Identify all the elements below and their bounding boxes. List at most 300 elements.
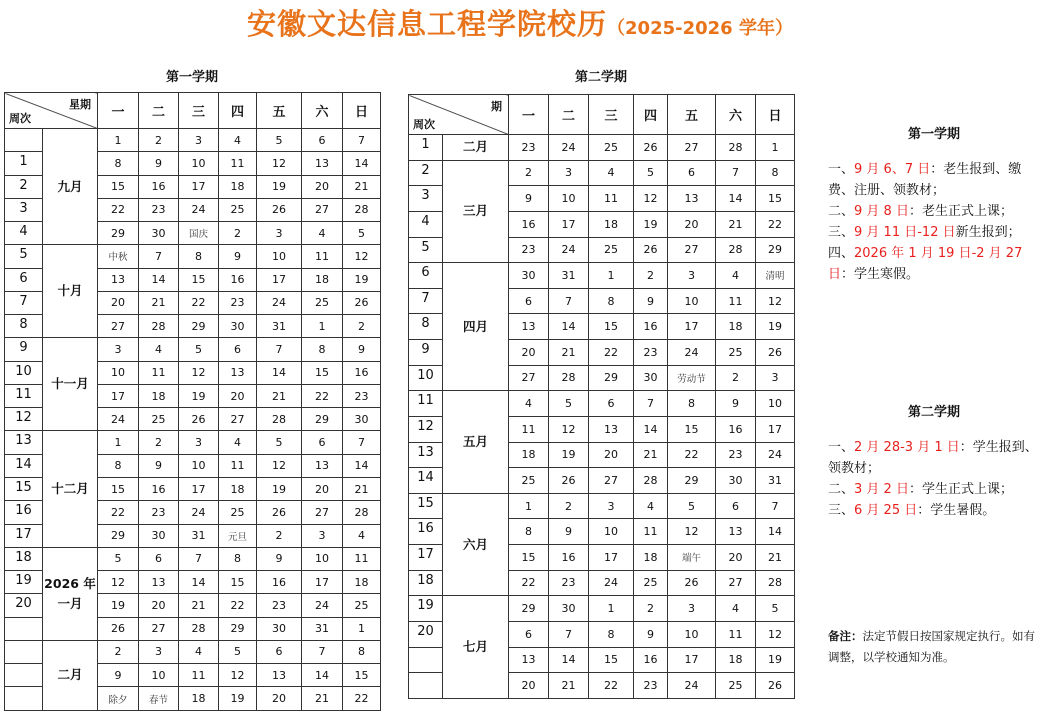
day-cell: 22 [98, 198, 139, 221]
week-number-header-label: 周次 [9, 112, 31, 125]
note-text: ：学生报到、领教材； [828, 440, 1038, 476]
day-cell: 19 [634, 211, 668, 237]
week-number: 14 [409, 468, 443, 494]
week-number: 8 [5, 315, 43, 338]
week-row [5, 640, 381, 663]
weekday-header: 六 [716, 95, 756, 135]
notes-title: 第一学期 [907, 127, 960, 142]
day-cell: 21 [756, 545, 795, 571]
day-cell: 7 [179, 547, 219, 570]
week-number: 3 [409, 186, 443, 212]
day-cell: 10 [139, 664, 179, 687]
day-cell: 6 [716, 493, 756, 519]
day-cell: 24 [179, 198, 219, 221]
note-text: 一、 [828, 162, 855, 177]
month-label: 四月 [443, 263, 509, 391]
day-cell: 1 [756, 135, 795, 161]
week-number: 11 [409, 391, 443, 417]
note-date: 9 月 8 日 [854, 204, 909, 219]
day-cell: 15 [179, 268, 219, 291]
note-item [828, 437, 1040, 479]
day-cell: 23 [139, 501, 179, 524]
day-cell: 13 [716, 519, 756, 545]
day-cell: 8 [179, 245, 219, 268]
week-number [5, 687, 43, 710]
day-cell: 23 [509, 135, 549, 161]
day-cell: 27 [668, 135, 716, 161]
page-title [0, 2, 1040, 43]
day-cell: 28 [716, 135, 756, 161]
day-cell: 10 [179, 454, 219, 477]
day-cell: 7 [716, 160, 756, 186]
day-cell: 24 [589, 570, 634, 596]
day-cell: 12 [98, 571, 139, 594]
day-cell: 2 [98, 640, 139, 663]
notes-title: 第二学期 [907, 405, 960, 420]
note-date: 6 月 25 日 [854, 503, 918, 518]
day-cell: 28 [549, 365, 589, 391]
day-cell: 22 [589, 673, 634, 699]
day-cell: 3 [179, 129, 219, 152]
day-cell: 30 [343, 408, 381, 431]
day-cell: 12 [257, 454, 302, 477]
day-cell: 9 [98, 664, 139, 687]
week-number: 1 [409, 135, 443, 161]
day-cell: 14 [549, 647, 589, 673]
day-cell: 16 [509, 211, 549, 237]
day-cell: 1 [343, 617, 381, 640]
day-cell: 8 [98, 454, 139, 477]
day-cell: 3 [668, 596, 716, 622]
day-cell: 30 [509, 263, 549, 289]
day-cell: 27 [716, 570, 756, 596]
week-number: 1 [5, 152, 43, 175]
week-row [409, 493, 795, 519]
week-number: 10 [409, 365, 443, 391]
day-cell: 7 [257, 338, 302, 361]
day-cell: 14 [179, 571, 219, 594]
day-cell: 4 [716, 596, 756, 622]
day-cell: 13 [257, 664, 302, 687]
day-cell: 30 [549, 596, 589, 622]
day-cell: 15 [98, 477, 139, 500]
day-cell: 8 [509, 519, 549, 545]
day-cell: 2 [139, 129, 179, 152]
day-cell: 6 [509, 288, 549, 314]
day-cell: 10 [98, 361, 139, 384]
day-cell: 30 [139, 222, 179, 245]
day-cell: 14 [634, 416, 668, 442]
day-cell: 25 [302, 291, 343, 314]
note-text: ：老生正式上课； [908, 204, 1013, 219]
holiday-cell: 元旦 [219, 524, 257, 547]
day-cell: 2 [634, 596, 668, 622]
day-cell: 29 [219, 617, 257, 640]
day-cell: 16 [219, 268, 257, 291]
day-cell: 2 [219, 222, 257, 245]
day-cell: 11 [302, 245, 343, 268]
day-cell: 21 [549, 673, 589, 699]
week-number: 12 [5, 408, 43, 431]
note-date: 2 月 28-3 月 1 日 [854, 440, 960, 455]
day-cell: 12 [343, 245, 381, 268]
day-cell: 18 [509, 442, 549, 468]
week-number: 2 [5, 175, 43, 198]
day-cell: 15 [509, 545, 549, 571]
day-cell: 9 [549, 519, 589, 545]
day-cell: 4 [716, 263, 756, 289]
note-item [828, 243, 1040, 285]
day-cell: 31 [549, 263, 589, 289]
day-cell: 29 [302, 408, 343, 431]
day-cell: 25 [219, 198, 257, 221]
day-cell: 23 [219, 291, 257, 314]
day-cell: 23 [139, 198, 179, 221]
day-cell: 31 [302, 617, 343, 640]
day-cell: 20 [302, 175, 343, 198]
week-number [5, 640, 43, 663]
day-cell: 7 [634, 391, 668, 417]
week-number [409, 647, 443, 673]
week-number [409, 673, 443, 699]
day-cell: 2 [343, 315, 381, 338]
week-number: 16 [5, 501, 43, 524]
week-number: 4 [5, 222, 43, 245]
day-cell: 29 [98, 524, 139, 547]
day-cell: 15 [98, 175, 139, 198]
day-cell: 13 [219, 361, 257, 384]
day-cell: 26 [634, 135, 668, 161]
week-row [409, 135, 795, 161]
day-cell: 9 [509, 186, 549, 212]
holiday-cell: 除夕 [98, 687, 139, 710]
day-cell: 24 [668, 673, 716, 699]
weekday-header: 二 [549, 95, 589, 135]
day-cell: 18 [219, 477, 257, 500]
week-number: 6 [409, 263, 443, 289]
day-cell: 19 [257, 477, 302, 500]
week-number: 9 [409, 340, 443, 366]
holiday-cell: 中秋 [98, 245, 139, 268]
day-cell: 22 [343, 687, 381, 710]
note-text: 新生报到； [955, 225, 1021, 240]
day-cell: 18 [634, 545, 668, 571]
day-cell: 25 [589, 237, 634, 263]
day-cell: 28 [716, 237, 756, 263]
day-cell: 5 [257, 129, 302, 152]
day-cell: 25 [716, 673, 756, 699]
note-text: ：学生寒假。 [841, 267, 920, 282]
day-cell: 26 [257, 198, 302, 221]
note-text: 四、 [828, 246, 855, 261]
month-label: 2026 年 一月 [43, 547, 98, 640]
semester-2-title: 第二学期 [574, 70, 627, 85]
day-cell: 24 [756, 442, 795, 468]
weekday-header: 一 [509, 95, 549, 135]
day-cell: 24 [98, 408, 139, 431]
header-row [409, 95, 795, 135]
weekday-header: 日 [343, 93, 381, 129]
day-cell: 12 [179, 361, 219, 384]
day-cell: 6 [302, 129, 343, 152]
day-cell: 4 [589, 160, 634, 186]
day-cell: 14 [302, 664, 343, 687]
day-cell: 13 [509, 314, 549, 340]
day-cell: 25 [634, 570, 668, 596]
day-cell: 9 [716, 391, 756, 417]
week-row [5, 547, 381, 570]
day-cell: 13 [589, 416, 634, 442]
weekday-header: 五 [257, 93, 302, 129]
day-cell: 27 [668, 237, 716, 263]
semester-1-calendar [4, 92, 381, 711]
day-cell: 8 [756, 160, 795, 186]
weekday-header-label: 期 [491, 100, 502, 113]
week-number: 4 [409, 211, 443, 237]
day-cell: 10 [589, 519, 634, 545]
day-cell: 17 [668, 314, 716, 340]
day-cell: 20 [509, 673, 549, 699]
day-cell: 24 [549, 135, 589, 161]
holiday-cell: 端午 [668, 545, 716, 571]
day-cell: 19 [98, 594, 139, 617]
day-cell: 2 [549, 493, 589, 519]
day-cell: 10 [257, 245, 302, 268]
day-cell: 9 [219, 245, 257, 268]
day-cell: 4 [219, 431, 257, 454]
note-text: 二、 [828, 204, 855, 219]
day-cell: 22 [589, 340, 634, 366]
day-cell: 16 [549, 545, 589, 571]
header-row [5, 93, 381, 129]
week-number [5, 664, 43, 687]
weekday-header-label: 星期 [69, 98, 91, 111]
day-cell: 7 [343, 431, 381, 454]
day-cell: 23 [343, 384, 381, 407]
week-number: 9 [5, 338, 43, 361]
diagonal-header-cell [409, 95, 509, 135]
week-number-header-label: 周次 [413, 118, 435, 131]
remark [828, 626, 1038, 668]
day-cell: 15 [343, 664, 381, 687]
week-row [409, 263, 795, 289]
day-cell: 18 [139, 384, 179, 407]
day-cell: 14 [139, 268, 179, 291]
day-cell: 30 [139, 524, 179, 547]
week-number [5, 129, 43, 152]
title-year: （2025-2026 学年） [607, 18, 793, 39]
day-cell: 24 [257, 291, 302, 314]
week-number: 6 [5, 268, 43, 291]
day-cell: 28 [179, 617, 219, 640]
day-cell: 31 [179, 524, 219, 547]
day-cell: 1 [589, 596, 634, 622]
day-cell: 24 [179, 501, 219, 524]
day-cell: 21 [139, 291, 179, 314]
weekday-header: 四 [219, 93, 257, 129]
day-cell: 5 [634, 160, 668, 186]
day-cell: 16 [634, 647, 668, 673]
day-cell: 21 [179, 594, 219, 617]
day-cell: 26 [98, 617, 139, 640]
day-cell: 26 [343, 291, 381, 314]
week-number: 12 [409, 416, 443, 442]
day-cell: 17 [179, 175, 219, 198]
day-cell: 5 [668, 493, 716, 519]
day-cell: 8 [589, 288, 634, 314]
day-cell: 14 [343, 454, 381, 477]
day-cell: 8 [219, 547, 257, 570]
day-cell: 22 [98, 501, 139, 524]
week-number: 8 [409, 314, 443, 340]
weekday-header: 日 [756, 95, 795, 135]
day-cell: 9 [634, 288, 668, 314]
day-cell: 27 [302, 198, 343, 221]
month-label: 十月 [43, 245, 98, 338]
day-cell: 21 [343, 477, 381, 500]
day-cell: 5 [98, 547, 139, 570]
day-cell: 28 [343, 501, 381, 524]
day-cell: 26 [756, 340, 795, 366]
day-cell: 31 [756, 468, 795, 494]
day-cell: 3 [302, 524, 343, 547]
day-cell: 25 [139, 408, 179, 431]
day-cell: 21 [634, 442, 668, 468]
day-cell: 17 [98, 384, 139, 407]
day-cell: 22 [756, 211, 795, 237]
day-cell: 18 [716, 314, 756, 340]
day-cell: 31 [257, 315, 302, 338]
day-cell: 20 [302, 477, 343, 500]
day-cell: 5 [219, 640, 257, 663]
week-number: 20 [409, 621, 443, 647]
day-cell: 22 [219, 594, 257, 617]
day-cell: 3 [179, 431, 219, 454]
day-cell: 27 [98, 315, 139, 338]
day-cell: 9 [634, 621, 668, 647]
day-cell: 17 [668, 647, 716, 673]
day-cell: 6 [139, 547, 179, 570]
day-cell: 19 [549, 442, 589, 468]
day-cell: 20 [219, 384, 257, 407]
day-cell: 11 [509, 416, 549, 442]
week-number: 5 [409, 237, 443, 263]
day-cell: 9 [343, 338, 381, 361]
day-cell: 29 [509, 596, 549, 622]
holiday-cell: 劳动节 [668, 365, 716, 391]
day-cell: 6 [219, 338, 257, 361]
day-cell: 5 [343, 222, 381, 245]
day-cell: 29 [98, 222, 139, 245]
day-cell: 1 [509, 493, 549, 519]
month-label: 十二月 [43, 431, 98, 547]
day-cell: 10 [668, 621, 716, 647]
day-cell: 26 [179, 408, 219, 431]
day-cell: 15 [589, 647, 634, 673]
day-cell: 3 [756, 365, 795, 391]
day-cell: 30 [634, 365, 668, 391]
day-cell: 4 [509, 391, 549, 417]
weekday-header: 三 [179, 93, 219, 129]
day-cell: 22 [509, 570, 549, 596]
day-cell: 26 [756, 673, 795, 699]
day-cell: 26 [257, 501, 302, 524]
note-date: 3 月 2 日 [854, 482, 909, 497]
day-cell: 15 [756, 186, 795, 212]
day-cell: 3 [549, 160, 589, 186]
day-cell: 4 [302, 222, 343, 245]
weekday-header: 三 [589, 95, 634, 135]
day-cell: 25 [343, 594, 381, 617]
day-cell: 2 [257, 524, 302, 547]
week-row [5, 245, 381, 268]
note-text: 三、 [828, 503, 855, 518]
week-number: 17 [409, 545, 443, 571]
day-cell: 11 [589, 186, 634, 212]
day-cell: 2 [716, 365, 756, 391]
week-number: 19 [409, 596, 443, 622]
week-number: 5 [5, 245, 43, 268]
day-cell: 23 [634, 340, 668, 366]
day-cell: 13 [302, 152, 343, 175]
week-number: 13 [409, 442, 443, 468]
day-cell: 21 [257, 384, 302, 407]
week-number: 15 [5, 477, 43, 500]
day-cell: 7 [549, 288, 589, 314]
day-cell: 12 [219, 664, 257, 687]
day-cell: 2 [634, 263, 668, 289]
day-cell: 25 [219, 501, 257, 524]
day-cell: 4 [634, 493, 668, 519]
semester-2-calendar [408, 94, 795, 699]
note-item [828, 159, 1040, 201]
day-cell: 15 [302, 361, 343, 384]
day-cell: 12 [756, 288, 795, 314]
day-cell: 5 [257, 431, 302, 454]
week-number: 7 [5, 291, 43, 314]
weekday-header: 一 [98, 93, 139, 129]
semester-1-notes [828, 124, 1040, 285]
day-cell: 3 [257, 222, 302, 245]
day-cell: 10 [302, 547, 343, 570]
week-row [409, 391, 795, 417]
day-cell: 24 [668, 340, 716, 366]
week-number: 13 [5, 431, 43, 454]
day-cell: 12 [668, 519, 716, 545]
day-cell: 9 [257, 547, 302, 570]
day-cell: 29 [179, 315, 219, 338]
holiday-cell: 国庆 [179, 222, 219, 245]
note-text: ：学生暑假。 [917, 503, 996, 518]
week-number: 7 [409, 288, 443, 314]
day-cell: 3 [668, 263, 716, 289]
week-row [409, 160, 795, 186]
day-cell: 27 [139, 617, 179, 640]
day-cell: 14 [343, 152, 381, 175]
day-cell: 26 [668, 570, 716, 596]
day-cell: 12 [549, 416, 589, 442]
day-cell: 12 [756, 621, 795, 647]
day-cell: 17 [589, 545, 634, 571]
day-cell: 6 [668, 160, 716, 186]
note-date: 9 月 11 日-12 日 [854, 225, 956, 240]
day-cell: 22 [302, 384, 343, 407]
note-item [828, 222, 1040, 243]
day-cell: 22 [179, 291, 219, 314]
day-cell: 6 [509, 621, 549, 647]
day-cell: 20 [589, 442, 634, 468]
day-cell: 3 [589, 493, 634, 519]
